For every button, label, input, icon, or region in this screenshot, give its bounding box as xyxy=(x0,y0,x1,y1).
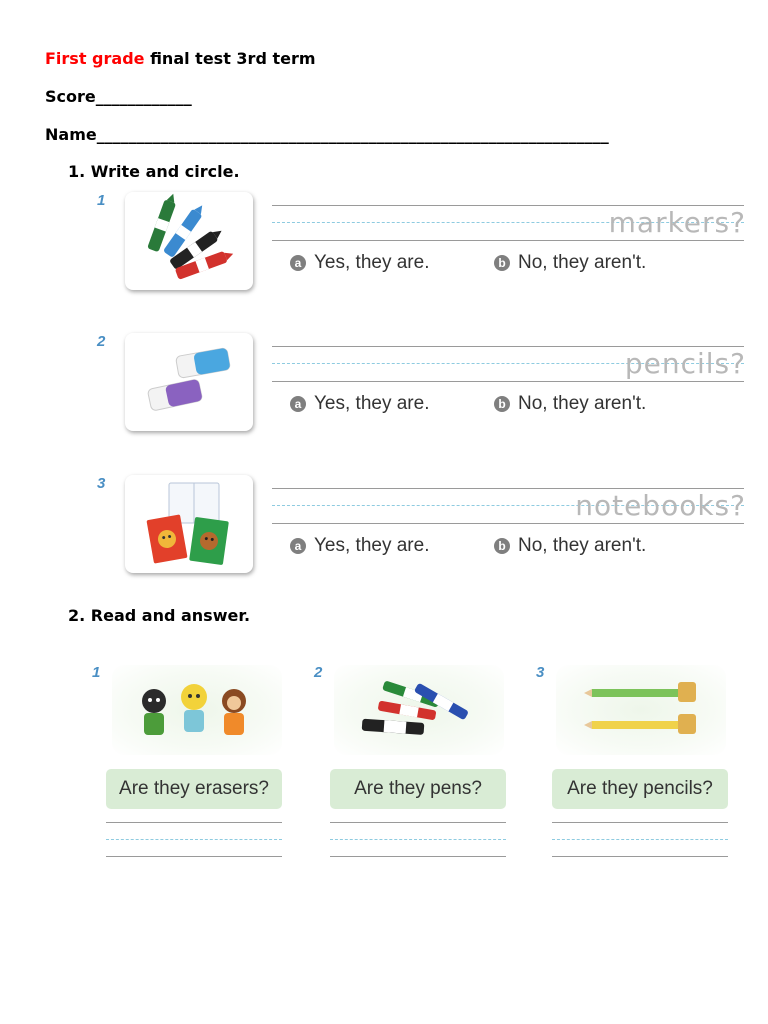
q3-answer-line[interactable] xyxy=(552,856,728,857)
q1-question: Are they erasers? xyxy=(106,769,282,809)
q1-mid-line xyxy=(106,839,282,840)
item1-number: 1 xyxy=(97,192,106,209)
badge-a-icon: a xyxy=(290,538,306,554)
item3-option-b[interactable]: b No, they aren't. xyxy=(494,535,646,557)
q3-mid-line xyxy=(552,839,728,840)
badge-b-icon: b xyxy=(494,538,510,554)
badge-b-icon: b xyxy=(494,396,510,412)
badge-a-icon: a xyxy=(290,255,306,271)
title-rest: final test 3rd term xyxy=(144,49,316,68)
badge-b-icon: b xyxy=(494,255,510,271)
badge-a-icon: a xyxy=(290,396,306,412)
score-field[interactable]: Score____________ xyxy=(45,87,192,106)
toys-image xyxy=(112,665,282,755)
q2-number: 2 xyxy=(314,664,323,681)
worksheet-title xyxy=(45,49,316,68)
section2-heading: 2. Read and answer. xyxy=(68,606,251,625)
pencils-image xyxy=(556,665,726,755)
q2-mid-line xyxy=(330,839,506,840)
q3-question: Are they pencils? xyxy=(552,769,728,809)
item3-word: notebooks? xyxy=(575,489,746,522)
title-grade: First grade xyxy=(45,49,145,68)
q2-question: Are they pens? xyxy=(330,769,506,809)
item3-base-line[interactable] xyxy=(272,523,744,524)
section1-heading: 1. Write and circle. xyxy=(68,162,240,181)
item1-option-a[interactable]: a Yes, they are. xyxy=(290,252,429,274)
item2-number: 2 xyxy=(97,333,106,350)
item2-word: pencils? xyxy=(624,347,746,380)
q2-top-line xyxy=(330,822,506,823)
item3-number: 3 xyxy=(97,475,106,492)
q3-top-line xyxy=(552,822,728,823)
item1-word: markers? xyxy=(608,206,746,239)
q2-answer-line[interactable] xyxy=(330,856,506,857)
item3-option-a[interactable]: a Yes, they are. xyxy=(290,535,429,557)
notebooks-image xyxy=(125,475,253,573)
q1-number: 1 xyxy=(92,664,101,681)
pens-image xyxy=(334,665,504,755)
q3-number: 3 xyxy=(536,664,545,681)
item2-base-line[interactable] xyxy=(272,381,744,382)
item1-base-line[interactable] xyxy=(272,240,744,241)
name-field[interactable]: Name________________________________________________________________ xyxy=(45,125,609,144)
item2-option-b[interactable]: b No, they aren't. xyxy=(494,393,646,415)
erasers-image xyxy=(125,333,253,431)
q1-top-line xyxy=(106,822,282,823)
item2-option-a[interactable]: a Yes, they are. xyxy=(290,393,429,415)
q1-answer-line[interactable] xyxy=(106,856,282,857)
item1-option-b[interactable]: b No, they aren't. xyxy=(494,252,646,274)
markers-image xyxy=(125,192,253,290)
